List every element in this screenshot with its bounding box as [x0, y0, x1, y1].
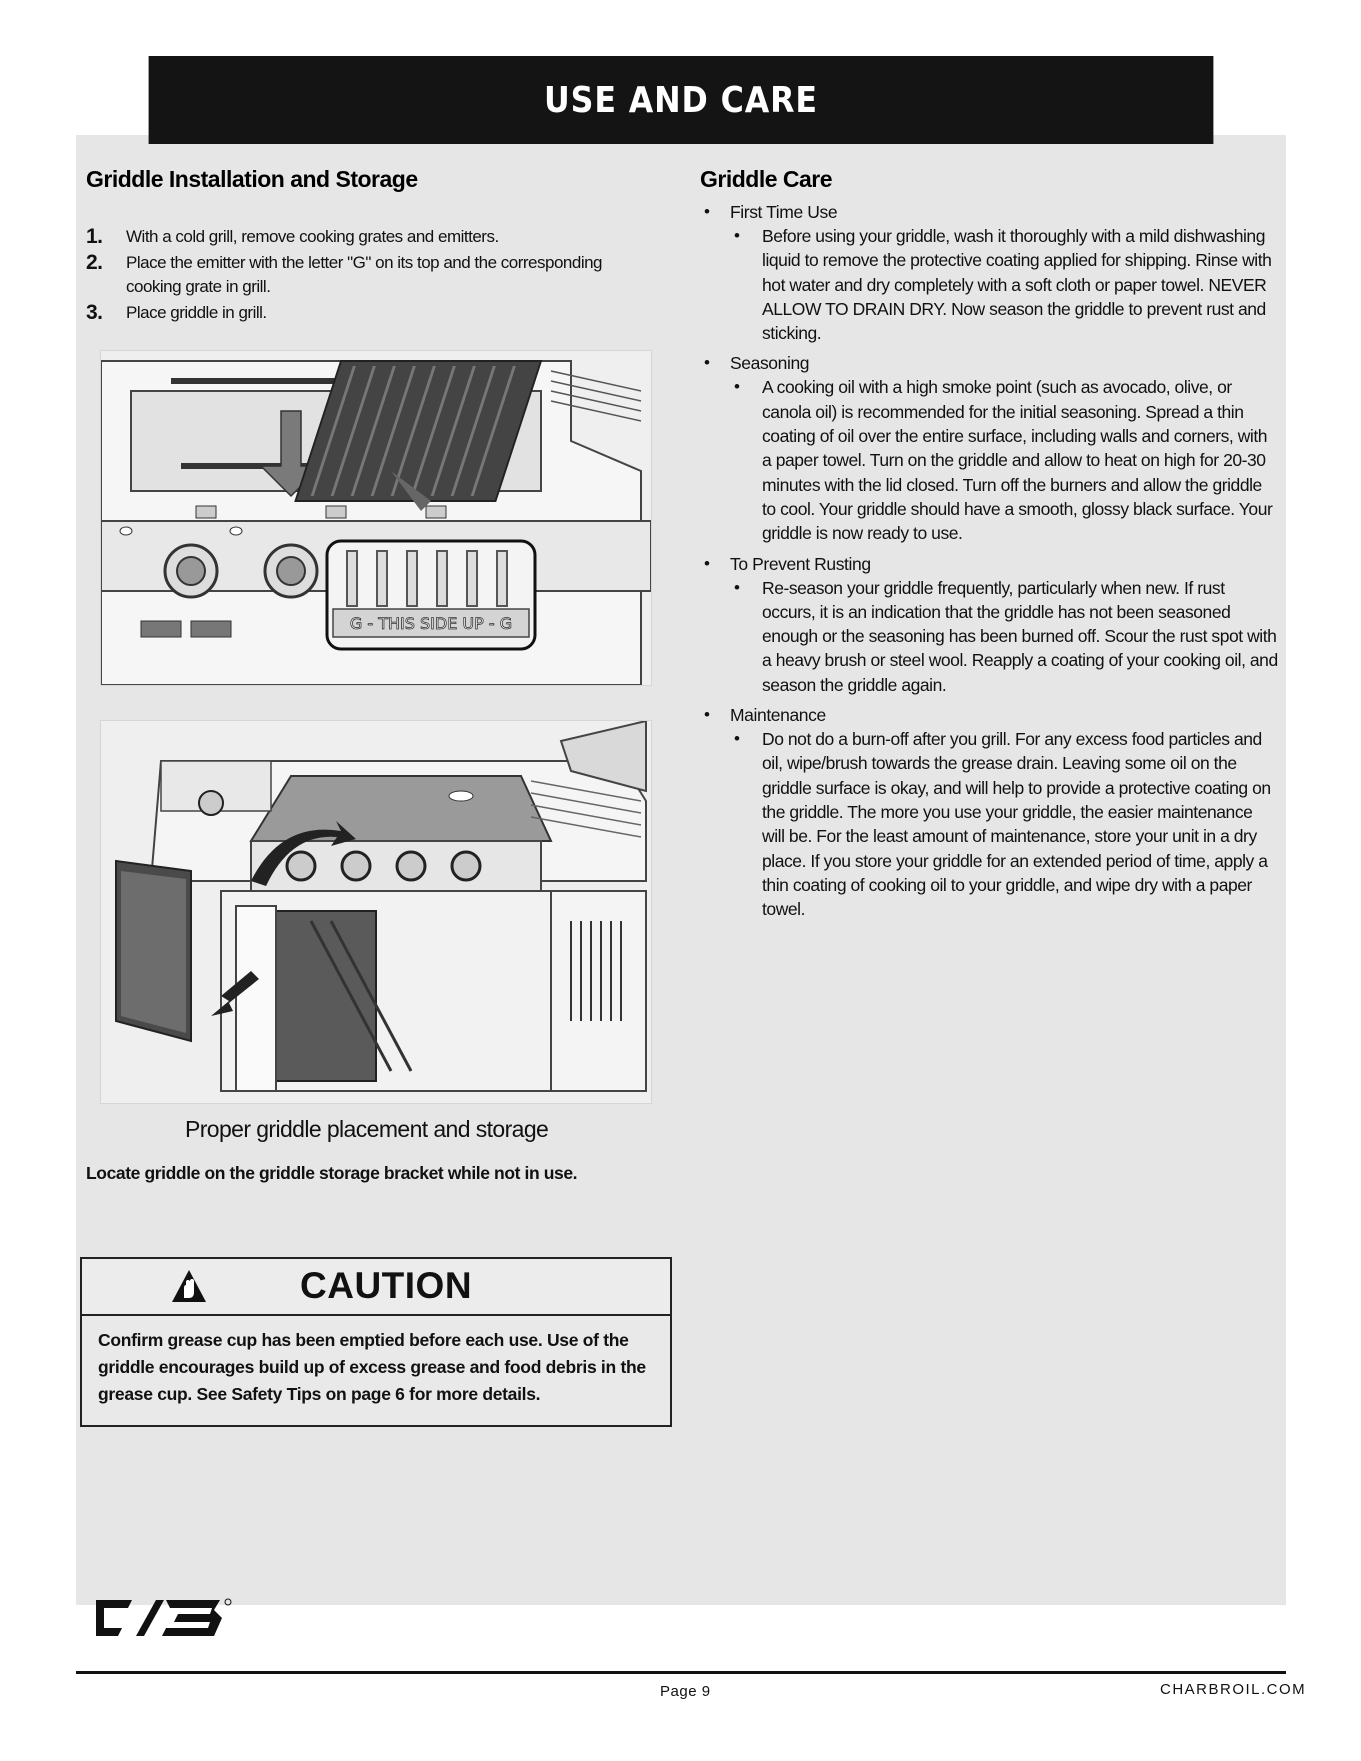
care-section-text: • A cooking oil with a high smoke point (such as avocado, olive, or canola oil) is recommended for the initial seasoning. Spread a thin coating of oil over the entire surface, including walls and corners, with a paper towel. Turn on the griddle and allow to heat on high for 20-30 minutes with the lid closed. Turn off the burners and allow the griddle to cool. Your griddle should have a smooth, glossy black surface. Your griddle is now ready to use. [700, 375, 1278, 545]
emitter-label: G - THIS SIDE UP - G [349, 614, 513, 633]
caution-title: CAUTION [300, 1265, 473, 1306]
griddle-storage-illustration [100, 720, 652, 1104]
banner-title: USE AND CARE [544, 79, 818, 121]
care-section-label: • Seasoning [700, 351, 1278, 375]
care-list [700, 200, 1278, 927]
caution-text: Confirm grease cup has been emptied before each use. Use of the griddle encourages build up of excess grease and food debris in the grease cup. See Safety Tips on page 6 for more details. [98, 1330, 646, 1404]
care-section-label: • First Time Use [700, 200, 1278, 224]
storage-note: Locate griddle on the griddle storage bracket while not in use. [86, 1163, 578, 1183]
figure-caption: Proper griddle placement and storage [185, 1116, 549, 1142]
caution-header [82, 1259, 670, 1316]
griddle-placement-illustration [100, 350, 652, 686]
care-section-label: • Maintenance [700, 703, 1278, 727]
caution-box [80, 1257, 672, 1427]
char-broil-logo [92, 1596, 232, 1640]
footer-rule [76, 1671, 1286, 1674]
care-section-text: • Re-season your griddle frequently, particularly when new. If rust occurs, it is an indication that the griddle has not been seasoned enough or the seasoning has been burned off. Scour the rust spot with a heavy brush or steel wool. Reapply a coating of your cooking oil, and season the griddle again. [700, 576, 1278, 697]
care-section-label: • To Prevent Rusting [700, 552, 1278, 576]
installation-heading: Griddle Installation and Storage [86, 166, 418, 192]
page-number: Page 9 [660, 1683, 711, 1700]
section-banner [149, 56, 1214, 144]
step-item: 2. Place the emitter with the letter "G" on its top and the corresponding cooking grate in grill. [86, 251, 603, 296]
step-item: 3. Place griddle in grill. [86, 301, 267, 324]
care-heading: Griddle Care [700, 166, 833, 192]
hand-warning-icon [170, 1268, 208, 1304]
care-section-text: • Do not do a burn-off after you grill. For any excess food particles and oil, wipe/brush towards the grease drain. Leaving some oil on the griddle surface is okay, and will help to provide a protective coating on the griddle. The more you use your griddle, the easier maintenance will be. For the least amount of maintenance, store your unit in a dry place. If you store your griddle for an extended period of time, apply a thin coating of cooking oil to your griddle, and wipe dry with a paper towel. [700, 727, 1278, 921]
installation-steps [86, 225, 656, 327]
step-item: 1. With a cold grill, remove cooking grates and emitters. [86, 225, 499, 248]
site-link[interactable]: CHARBROIL.COM [1160, 1681, 1307, 1698]
care-section-text: • Before using your griddle, wash it thoroughly with a mild dishwashing liquid to remove the protective coating applied for shipping. Rinse with hot water and dry completely with a soft cloth or paper towel. NEVER ALLOW TO DRAIN DRY. Now season the griddle to prevent rust and sticking. [700, 224, 1278, 345]
